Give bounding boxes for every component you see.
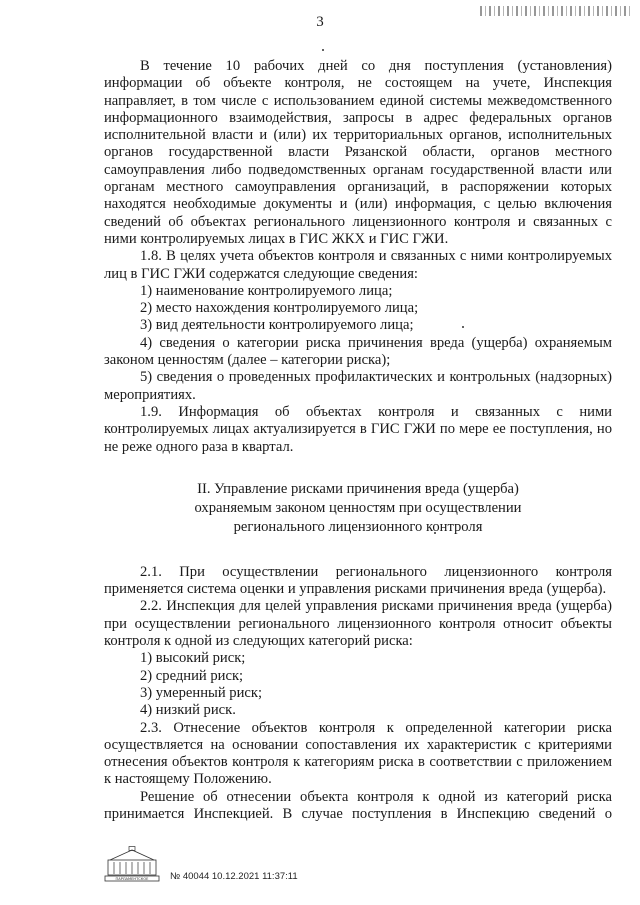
- paragraph-decision: Решение об отнесении объекта контроля к одной из категорий риска принимается Инспекцией. В случае поступления в Инспекцию сведений о: [104, 788, 612, 822]
- paragraph-request: В течение 10 рабочих дней со дня поступления (установления) информации об объекте контроля, не состоящем на учете, Инспекция направляет, в том числе с использованием единой системы межведомственного информационного взаимодействия, запросы в адрес федеральных органов исполнительной власти и (или) их территориальных органов, исполнительных органов государственной власти Рязанской области, органов местного самоуправления либо подведомственных органам государственной власти или органам местного самоуправления организаций, в распоряжении которых находятся необходимые документы и (или) информация, с целью включения сведений об объектах регионального лицензионного контроля и связанных с ними контролируемых лицах в ГИС ЖКХ и ГИС ГЖИ.: [104, 58, 612, 247]
- section-heading-line: II. Управление рисками причинения вреда (ущерба): [197, 480, 519, 497]
- list-item: 3) умеренный риск;: [140, 684, 263, 701]
- paragraph-1-8: 1.8. В целях учета объектов контроля и связанных с ними контролируемых лиц в ГИС ГЖИ содержатся следующие сведения:: [104, 248, 612, 282]
- list-item: 5) сведения о проведенных профилактических и контрольных (надзорных) мероприятиях.: [104, 369, 612, 403]
- section-heading: [104, 480, 612, 537]
- document-reference: № 40044 10.12.2021 11:37:11: [170, 871, 298, 882]
- section-heading-line: охраняемым законом ценностям при осуществлении: [194, 499, 522, 516]
- list-item: 4) сведения о категории риска причинения вреда (ущерба) охраняемым законом ценностям (далее – категории риска);: [104, 334, 612, 369]
- list-item: 2) средний риск;: [140, 667, 244, 684]
- list-item: 4) низкий риск.: [140, 702, 236, 719]
- list-item: 1) высокий риск;: [140, 650, 246, 667]
- list-item: 2) место нахождения контролируемого лица;: [140, 300, 419, 317]
- paragraph-2-3: 2.3. Отнесение объектов контроля к определенной категории риска осуществляется на основании сопоставления их характеристик с критериями отнесения объектов контроля к категориям риска в соответствии с приложением к настоящему Положению.: [104, 719, 612, 788]
- paragraph-2-2: 2.2. Инспекция для целей управления рисками причинения вреда (ущерба) при осуществлении регионального лицензионного контроля относит объекты контроля к одной из следующих категорий риска:: [104, 598, 612, 650]
- section-heading-line: регионального лицензионного контроля: [233, 518, 483, 535]
- paragraph-1-9: 1.9. Информация об объектах контроля и связанных с ними контролируемых лицах актуализируется в ГИС ГЖИ по мере ее поступления, но не реже одного раза в квартал.: [104, 403, 612, 455]
- document-body: [104, 58, 612, 823]
- list-item: 1) наименование контролируемого лица;: [140, 282, 393, 299]
- page-number: 3: [316, 14, 324, 30]
- stamp-label: ПАРЛАМЕНТСКОЕ: [115, 877, 149, 882]
- parliament-stamp-icon: [104, 846, 160, 882]
- list-item: 3) вид деятельности контролируемого лица;: [140, 317, 414, 334]
- scan-dot: [322, 49, 324, 51]
- footer: [104, 846, 404, 886]
- paragraph-2-1: 2.1. При осуществлении регионального лицензионного контроля применяется система оценки и управления рисками причинения вреда (ущерба).: [104, 563, 612, 598]
